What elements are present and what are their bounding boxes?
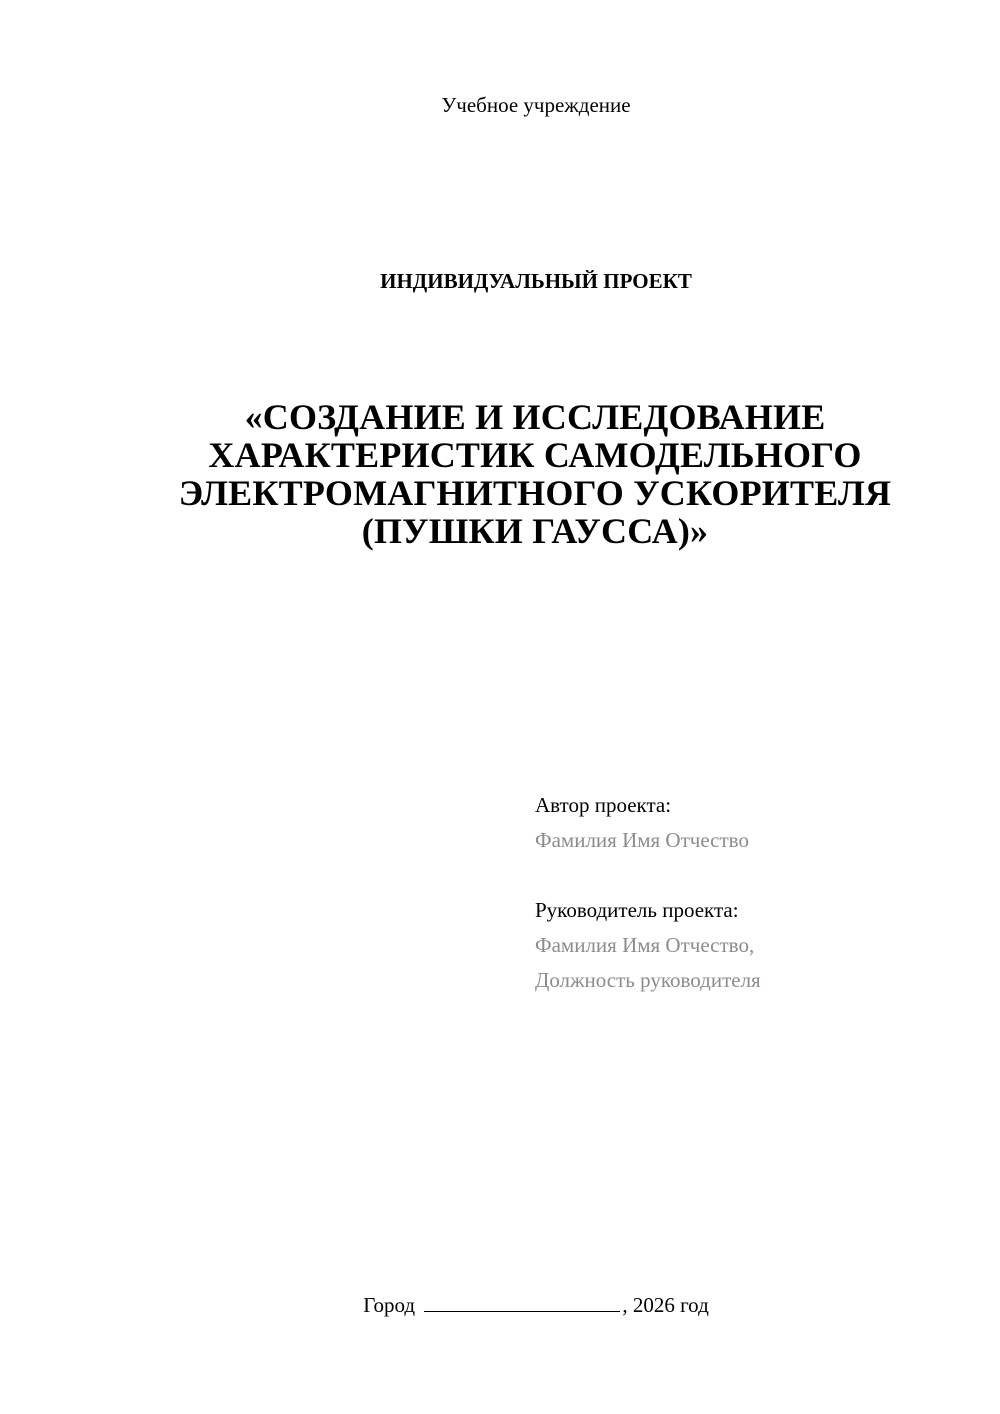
year-text: , 2026 год: [622, 1293, 709, 1317]
project-title-line: «СОЗДАНИЕ И ИССЛЕДОВАНИЕ: [244, 397, 826, 437]
author-name: Фамилия Имя Отчество: [535, 828, 749, 852]
author-label: Автор проекта:: [535, 793, 672, 817]
city-year-line: [0, 1290, 1000, 1320]
credits-spacer: [535, 858, 975, 893]
city-blank-line: [424, 1291, 620, 1312]
project-title-line: (ПУШКИ ГАУССА)»: [361, 511, 709, 551]
project-title: [100, 398, 970, 550]
project-type-heading: ИНДИВИДУАЛЬНЫЙ ПРОЕКТ: [380, 269, 692, 293]
supervisor-name: Фамилия Имя Отчество,: [535, 933, 755, 957]
supervisor-position: Должность руководителя: [535, 968, 761, 992]
project-title-line: ХАРАКТЕРИСТИК САМОДЕЛЬНОГО: [208, 435, 862, 475]
institution-name: Учебное учреждение: [441, 93, 631, 117]
supervisor-label: Руководитель проекта:: [535, 898, 739, 922]
city-label: Город: [363, 1293, 416, 1317]
project-title-line: ЭЛЕКТРОМАГНИТНОГО УСКОРИТЕЛЯ: [178, 473, 892, 513]
credits-block: [535, 788, 975, 998]
